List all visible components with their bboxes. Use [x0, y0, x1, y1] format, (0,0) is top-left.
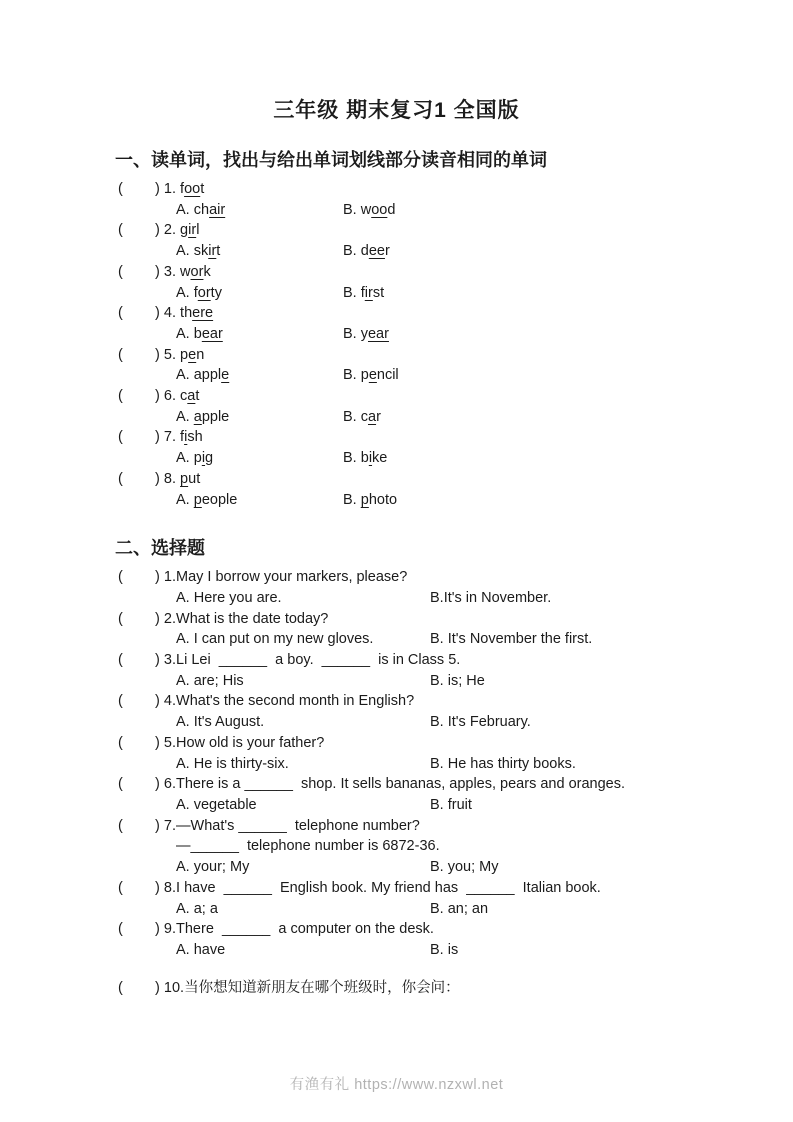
underlined-part: e: [368, 367, 377, 384]
question-row: ( ) 3.Li Lei ______ a boy. ______ is in Class 5.: [118, 652, 461, 669]
options-row: [118, 490, 735, 511]
answer-parens: ( ): [118, 263, 160, 280]
underlined-part: ir: [364, 284, 373, 301]
underlined-part: i: [368, 450, 373, 467]
option-b: B. you; My: [430, 859, 499, 876]
underlined-part: a: [367, 408, 377, 425]
answer-parens: ( ): [118, 776, 160, 793]
option-b: B. an; an: [430, 900, 489, 917]
underlined-part: ere: [192, 305, 214, 322]
question-row: ( ) 10.当你想知道新朋友在哪个班级时，你会问：: [118, 979, 460, 996]
page-title: 三年级 期末复习1 全国版: [273, 99, 520, 122]
question-row: ( ) 4.What's the second month in English?: [118, 693, 415, 710]
underlined-part: oo: [371, 201, 388, 218]
options-row: [118, 671, 735, 692]
option-b: B. is; He: [430, 672, 485, 689]
question-row: ( ) 7.—What's ______ telephone number?: [118, 817, 420, 834]
option-a: A. apple: [176, 367, 230, 384]
answer-parens: ( ): [118, 181, 160, 197]
option-b: B. is: [430, 941, 459, 958]
options-row: [118, 365, 735, 386]
option-a: A. He is thirty-six.: [176, 755, 289, 772]
option-b: B. pencil: [343, 367, 399, 384]
option-b: B. year: [343, 325, 389, 342]
section1-items: [118, 173, 735, 510]
answer-parens: ( ): [118, 734, 160, 751]
option-a: A. are; His: [176, 672, 244, 689]
underlined-part: ear: [367, 325, 389, 342]
option-b: B.It's in November.: [430, 589, 552, 606]
options-row: [118, 283, 735, 304]
question-row: ( ) 6.There is a ______ shop. It sells bananas, apples, pears and oranges.: [118, 776, 626, 793]
option-b: B. photo: [343, 491, 398, 508]
underlined-part: a: [187, 388, 196, 405]
answer-parens: ( ): [118, 652, 160, 669]
underlined-part: ee: [368, 243, 385, 260]
underlined-part: air: [209, 201, 226, 218]
option-a: A. vegetable: [176, 796, 257, 813]
option-a: A. forty: [176, 284, 222, 301]
underlined-part: ear: [201, 325, 223, 342]
options-row: [118, 629, 735, 650]
options-row: [118, 324, 735, 345]
options-row: [118, 241, 735, 262]
question-row: ( ) 5. pen: [118, 346, 205, 363]
answer-parens: ( ): [118, 222, 160, 239]
answer-parens: ( ): [118, 693, 160, 710]
underlined-part: p: [193, 491, 202, 508]
question-row: ( ) 8.I have ______ English book. My friend has ______ Italian book.: [118, 879, 601, 896]
question-row: ( ) 1. foot: [118, 181, 205, 197]
underlined-part: e: [188, 346, 197, 363]
section1-heading: 一、读单词，找出与给出单词划线部分读音相同的单词: [115, 150, 547, 170]
option-a: A. have: [176, 941, 226, 958]
underlined-part: i: [201, 450, 206, 467]
options-row: [118, 407, 735, 428]
option-b: B. It's November the first.: [430, 631, 593, 648]
section2-heading: 二、选择题: [115, 538, 205, 559]
answer-parens: ( ): [118, 569, 160, 586]
underlined-part: a: [193, 408, 202, 425]
options-row: [118, 712, 735, 733]
option-a: A. chair: [176, 201, 226, 218]
page-footer-watermark: 有渔有礼 https://www.nzxwl.net: [289, 1077, 504, 1093]
underlined-part: oo: [184, 181, 201, 197]
question-row: ( ) 4. there: [118, 305, 214, 322]
section2-items: [118, 561, 735, 998]
question-row: ( ) 3. work: [118, 263, 211, 280]
option-b: B. He has thirty books.: [430, 755, 576, 772]
underlined-part: p: [180, 470, 189, 487]
option-a: A. bear: [176, 325, 223, 342]
option-a: A. people: [176, 491, 238, 508]
answer-parens: ( ): [118, 610, 160, 627]
options-row: [118, 940, 735, 961]
question-row: ( ) 2.What is the date today?: [118, 610, 329, 627]
option-b: B. bike: [343, 450, 388, 467]
options-row: [118, 899, 735, 920]
option-b: B. fruit: [430, 796, 472, 813]
option-a: A. I can put on my new gloves.: [176, 631, 374, 648]
underlined-part: or: [197, 284, 211, 301]
answer-parens: ( ): [118, 879, 160, 896]
option-b: B. first: [343, 284, 385, 301]
question-row: ( ) 2. girl: [118, 222, 200, 239]
answer-parens: ( ): [118, 305, 160, 322]
answer-parens: ( ): [118, 388, 160, 405]
options-row: [118, 795, 735, 816]
question-row: ( ) 7. fish: [118, 429, 203, 446]
answer-parens: ( ): [118, 346, 160, 363]
underlined-part: e: [221, 367, 230, 384]
underlined-part: i: [184, 429, 188, 446]
option-b: B. It's February.: [430, 714, 531, 731]
option-a: A. apple: [176, 408, 230, 425]
answer-parens: ( ): [118, 817, 160, 834]
underlined-part: or: [190, 263, 204, 280]
underlined-part: p: [360, 491, 369, 508]
question-row: ( ) 6. cat: [118, 388, 200, 405]
options-row: [118, 588, 735, 609]
option-a: A. skirt: [176, 243, 221, 260]
option-b: B. deer: [343, 243, 390, 260]
answer-parens: ( ): [118, 429, 160, 446]
question-row: ( ) 5.How old is your father?: [118, 734, 325, 751]
option-b: B. car: [343, 408, 381, 425]
underlined-part: ir: [208, 243, 217, 260]
options-row: [118, 200, 735, 221]
option-a: A. Here you are.: [176, 589, 282, 606]
options-row: [118, 754, 735, 775]
options-row: [118, 857, 735, 878]
question-row: ( ) 9.There ______ a computer on the desk.: [118, 921, 434, 938]
question-continuation: —______ telephone number is 6872-36.: [176, 838, 440, 855]
question-row: ( ) 8. put: [118, 470, 201, 487]
option-a: A. a; a: [176, 900, 218, 917]
options-row: [118, 448, 735, 469]
option-a: A. It's August.: [176, 714, 265, 731]
option-a: A. pig: [176, 450, 214, 467]
underlined-part: ir: [188, 222, 197, 239]
answer-parens: ( ): [118, 921, 160, 938]
option-b: B. wood: [343, 201, 396, 218]
answer-parens: ( ): [118, 979, 160, 996]
answer-parens: ( ): [118, 470, 160, 487]
question-row: ( ) 1.May I borrow your markers, please?: [118, 569, 408, 586]
option-a: A. your; My: [176, 859, 250, 876]
